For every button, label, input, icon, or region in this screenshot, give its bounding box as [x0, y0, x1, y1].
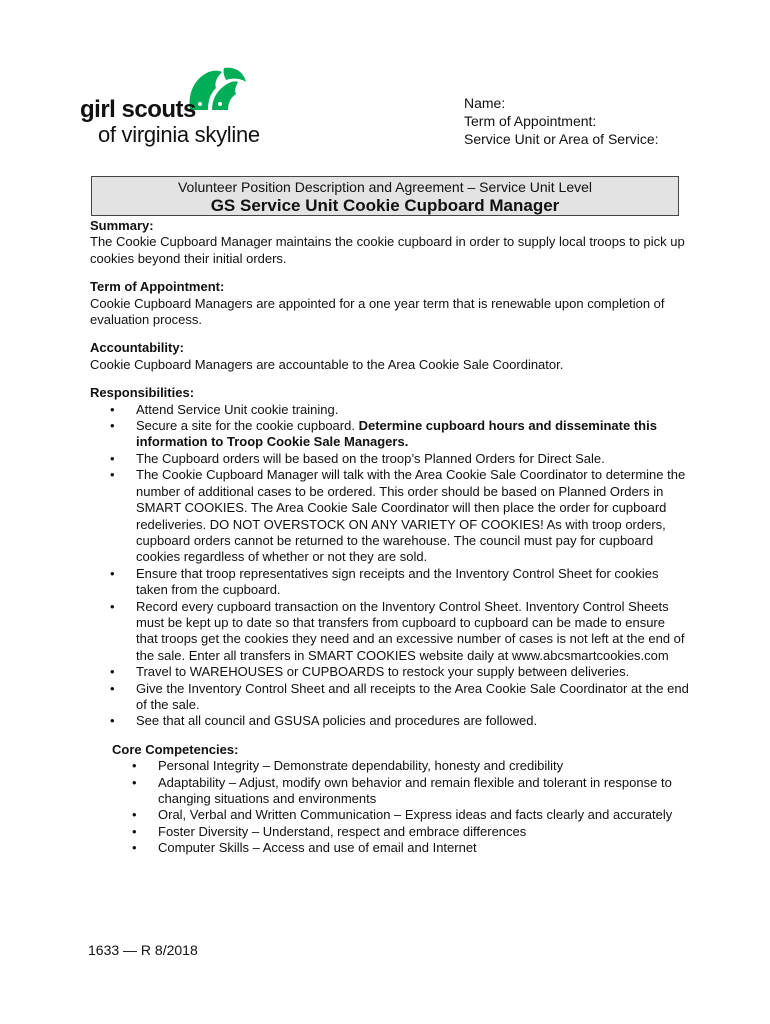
- core-competencies-heading: Core Competencies:: [112, 741, 239, 757]
- name-label: Name:: [464, 95, 506, 111]
- accountability-section: [90, 340, 690, 373]
- list-item: [90, 418, 690, 451]
- girl-scouts-logo: [80, 66, 280, 150]
- title-box: [91, 176, 679, 216]
- list-item-text: Secure a site for the cookie cupboard.: [136, 418, 355, 434]
- list-item: • The Cupboard orders will be based on the troop’s Planned Orders for Direct Sale.: [90, 451, 690, 467]
- list-item: • See that all council and GSUSA policies and procedures are followed.: [90, 713, 690, 729]
- term-label: Term of Appointment:: [464, 113, 597, 129]
- list-item: • Computer Skills – Access and use of email and Internet: [112, 840, 690, 856]
- document-title: GS Service Unit Cookie Cupboard Manager: [210, 196, 560, 215]
- header-fields: [464, 94, 659, 148]
- list-item: • Record every cupboard transaction on the Inventory Control Sheet. Inventory Control Sheets must be kept up to date so that transfers from cupboard to cupboard can be made to ensure that troops get the cookies they need and an excessive number of cases is not left at the end of the sale. Enter all transfers in SMART COOKIES website daily at www.abcsmartcookies.com: [90, 599, 690, 665]
- logo-line-2: of virginia skyline: [98, 122, 260, 147]
- list-item: • Travel to WAREHOUSES or CUPBOARDS to restock your supply between deliveries.: [90, 664, 690, 680]
- list-item: • Attend Service Unit cookie training.: [90, 402, 690, 418]
- document-subtitle: Volunteer Position Description and Agreement – Service Unit Level: [177, 179, 592, 195]
- document-footer-code: 1633 — R 8/2018: [88, 942, 198, 958]
- list-item: • Give the Inventory Control Sheet and all receipts to the Area Cookie Sale Coordinator at the end of the sale.: [90, 681, 690, 714]
- accountability-text: Cookie Cupboard Managers are accountable to the Area Cookie Sale Coordinator.: [90, 356, 564, 372]
- term-text: Cookie Cupboard Managers are appointed for a one year term that is renewable upon completion of evaluation process.: [90, 295, 665, 328]
- list-item: • The Cookie Cupboard Manager will talk with the Area Cookie Sale Coordinator to determine the number of additional cases to be ordered. This order should be based on Planned Orders in SMART COOKIES. The Area Cookie Sale Coordinator will then place the order for cupboard redeliveries. DO NOT OVERSTOCK ON ANY VARIETY OF COOKIES! As with troop orders, cupboard orders cannot be returned to the warehouse. The council must pay for cupboard cookies regardless of whether or not they are sold.: [90, 467, 690, 565]
- accountability-heading: Accountability:: [90, 340, 184, 356]
- document-body: [90, 218, 690, 869]
- list-item-bold-text: Determine cupboard hours and disseminate this information to Troop Cookie Sale Managers.: [136, 418, 657, 450]
- list-item: • Adaptability – Adjust, modify own behavior and remain flexible and tolerant in response to changing situations and environments: [112, 775, 690, 808]
- core-competencies-list: [112, 758, 690, 856]
- summary-text: The Cookie Cupboard Manager maintains the cookie cupboard in order to supply local troops to pick up cookies beyond their initial orders.: [90, 234, 685, 266]
- core-competencies-section: [112, 742, 690, 857]
- summary-heading: Summary:: [90, 218, 154, 233]
- service-unit-label: Service Unit or Area of Service:: [464, 131, 659, 147]
- responsibilities-heading: Responsibilities:: [90, 385, 195, 401]
- list-item: • Foster Diversity – Understand, respect and embrace differences: [112, 824, 690, 840]
- logo-line-1: girl scouts: [80, 96, 196, 123]
- term-heading: Term of Appointment:: [90, 279, 225, 295]
- responsibilities-section: [90, 385, 690, 730]
- list-item: • Oral, Verbal and Written Communication – Express ideas and facts clearly and accurately: [112, 807, 690, 823]
- list-item: • Personal Integrity – Demonstrate dependability, honesty and credibility: [112, 758, 690, 774]
- list-item: • Ensure that troop representatives sign receipts and the Inventory Control Sheet for cookies taken from the cupboard.: [90, 566, 690, 599]
- summary-section: [90, 218, 690, 267]
- term-section: [90, 279, 690, 328]
- responsibilities-list: [90, 402, 690, 730]
